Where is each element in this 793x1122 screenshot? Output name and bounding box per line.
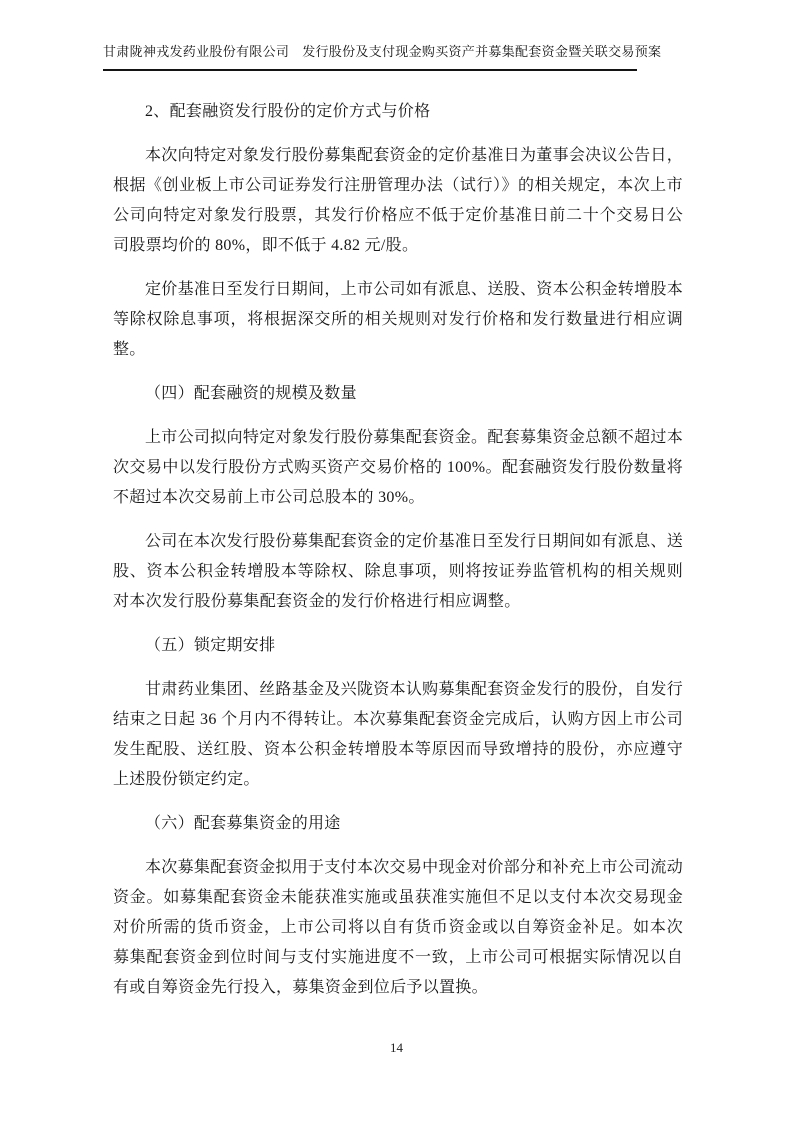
page-footer bbox=[0, 1040, 793, 1056]
para-fund-usage: 本次募集配套资金拟用于支付本次交易中现金对价部分和补充上市公司流动资金。如募集配套资金未能获准实施或虽获准实施但不足以支付本次交易现金对价所需的货币资金，上市公司将以自有货币资金或以自筹资金补足。如本次募集配套资金到位时间与支付实施进度不一致，上市公司可根据实际情况以自有或自筹资金先行投入，募集资金到位后予以置换。 bbox=[113, 859, 683, 996]
heading-lockup-arrangement: （五）锁定期安排 bbox=[145, 637, 276, 654]
para-pricing-basis: 本次向特定对象发行股份募集配套资金的定价基准日为董事会决议公告日，根据《创业板上市公司证券发行注册管理办法（试行）》的相关规定，本次上市公司向特定对象发行股票，其发行价格应不低于定价基准日前二十个交易日公司股票均价的 80%，即不低于 4.82 元/股。 bbox=[113, 147, 683, 254]
heading-financing-scale: （四）配套融资的规模及数量 bbox=[145, 385, 357, 402]
para-exright-adjustment: 定价基准日至发行日期间，上市公司如有派息、送股、资本公积金转增股本等除权除息事项，将根据深交所的相关规则对发行价格和发行数量进行相应调整。 bbox=[113, 281, 683, 358]
para-lockup-terms: 甘肃药业集团、丝路基金及兴陇资本认购募集配套资金发行的股份，自发行结束之日起 36 个月内不得转让。本次募集配套资金完成后，认购方因上市公司发生配股、送红股、资本公积金转增股本等原因而导致增持的股份，亦应遵守上述股份锁定约定。 bbox=[113, 681, 683, 788]
para-financing-scale: 上市公司拟向特定对象发行股份募集配套资金。配套募集资金总额不超过本次交易中以发行股份方式购买资产交易价格的 100%。配套融资发行股份数量将不超过本次交易前上市公司总股本的 30%。 bbox=[113, 429, 683, 506]
page-number: 14 bbox=[390, 1040, 403, 1055]
header-doc-title: 发行股份及支付现金购买资产并募集配套资金暨关联交易预案 bbox=[302, 44, 662, 59]
heading-fund-usage: （六）配套募集资金的用途 bbox=[145, 815, 341, 832]
page-header bbox=[103, 44, 662, 71]
para-price-adjustment-rule: 公司在本次发行股份募集配套资金的定价基准日至发行日期间如有派息、送股、资本公积金转增股本等除权、除息事项，则将按证券监管机构的相关规则对本次发行股份募集配套资金的发行价格进行相应调整。 bbox=[113, 533, 683, 610]
heading-pricing-method: 2、配套融资发行股份的定价方式与价格 bbox=[145, 103, 431, 120]
header-company-name: 甘肃陇神戎发药业股份有限公司 bbox=[103, 44, 290, 59]
document-body bbox=[113, 97, 683, 1017]
